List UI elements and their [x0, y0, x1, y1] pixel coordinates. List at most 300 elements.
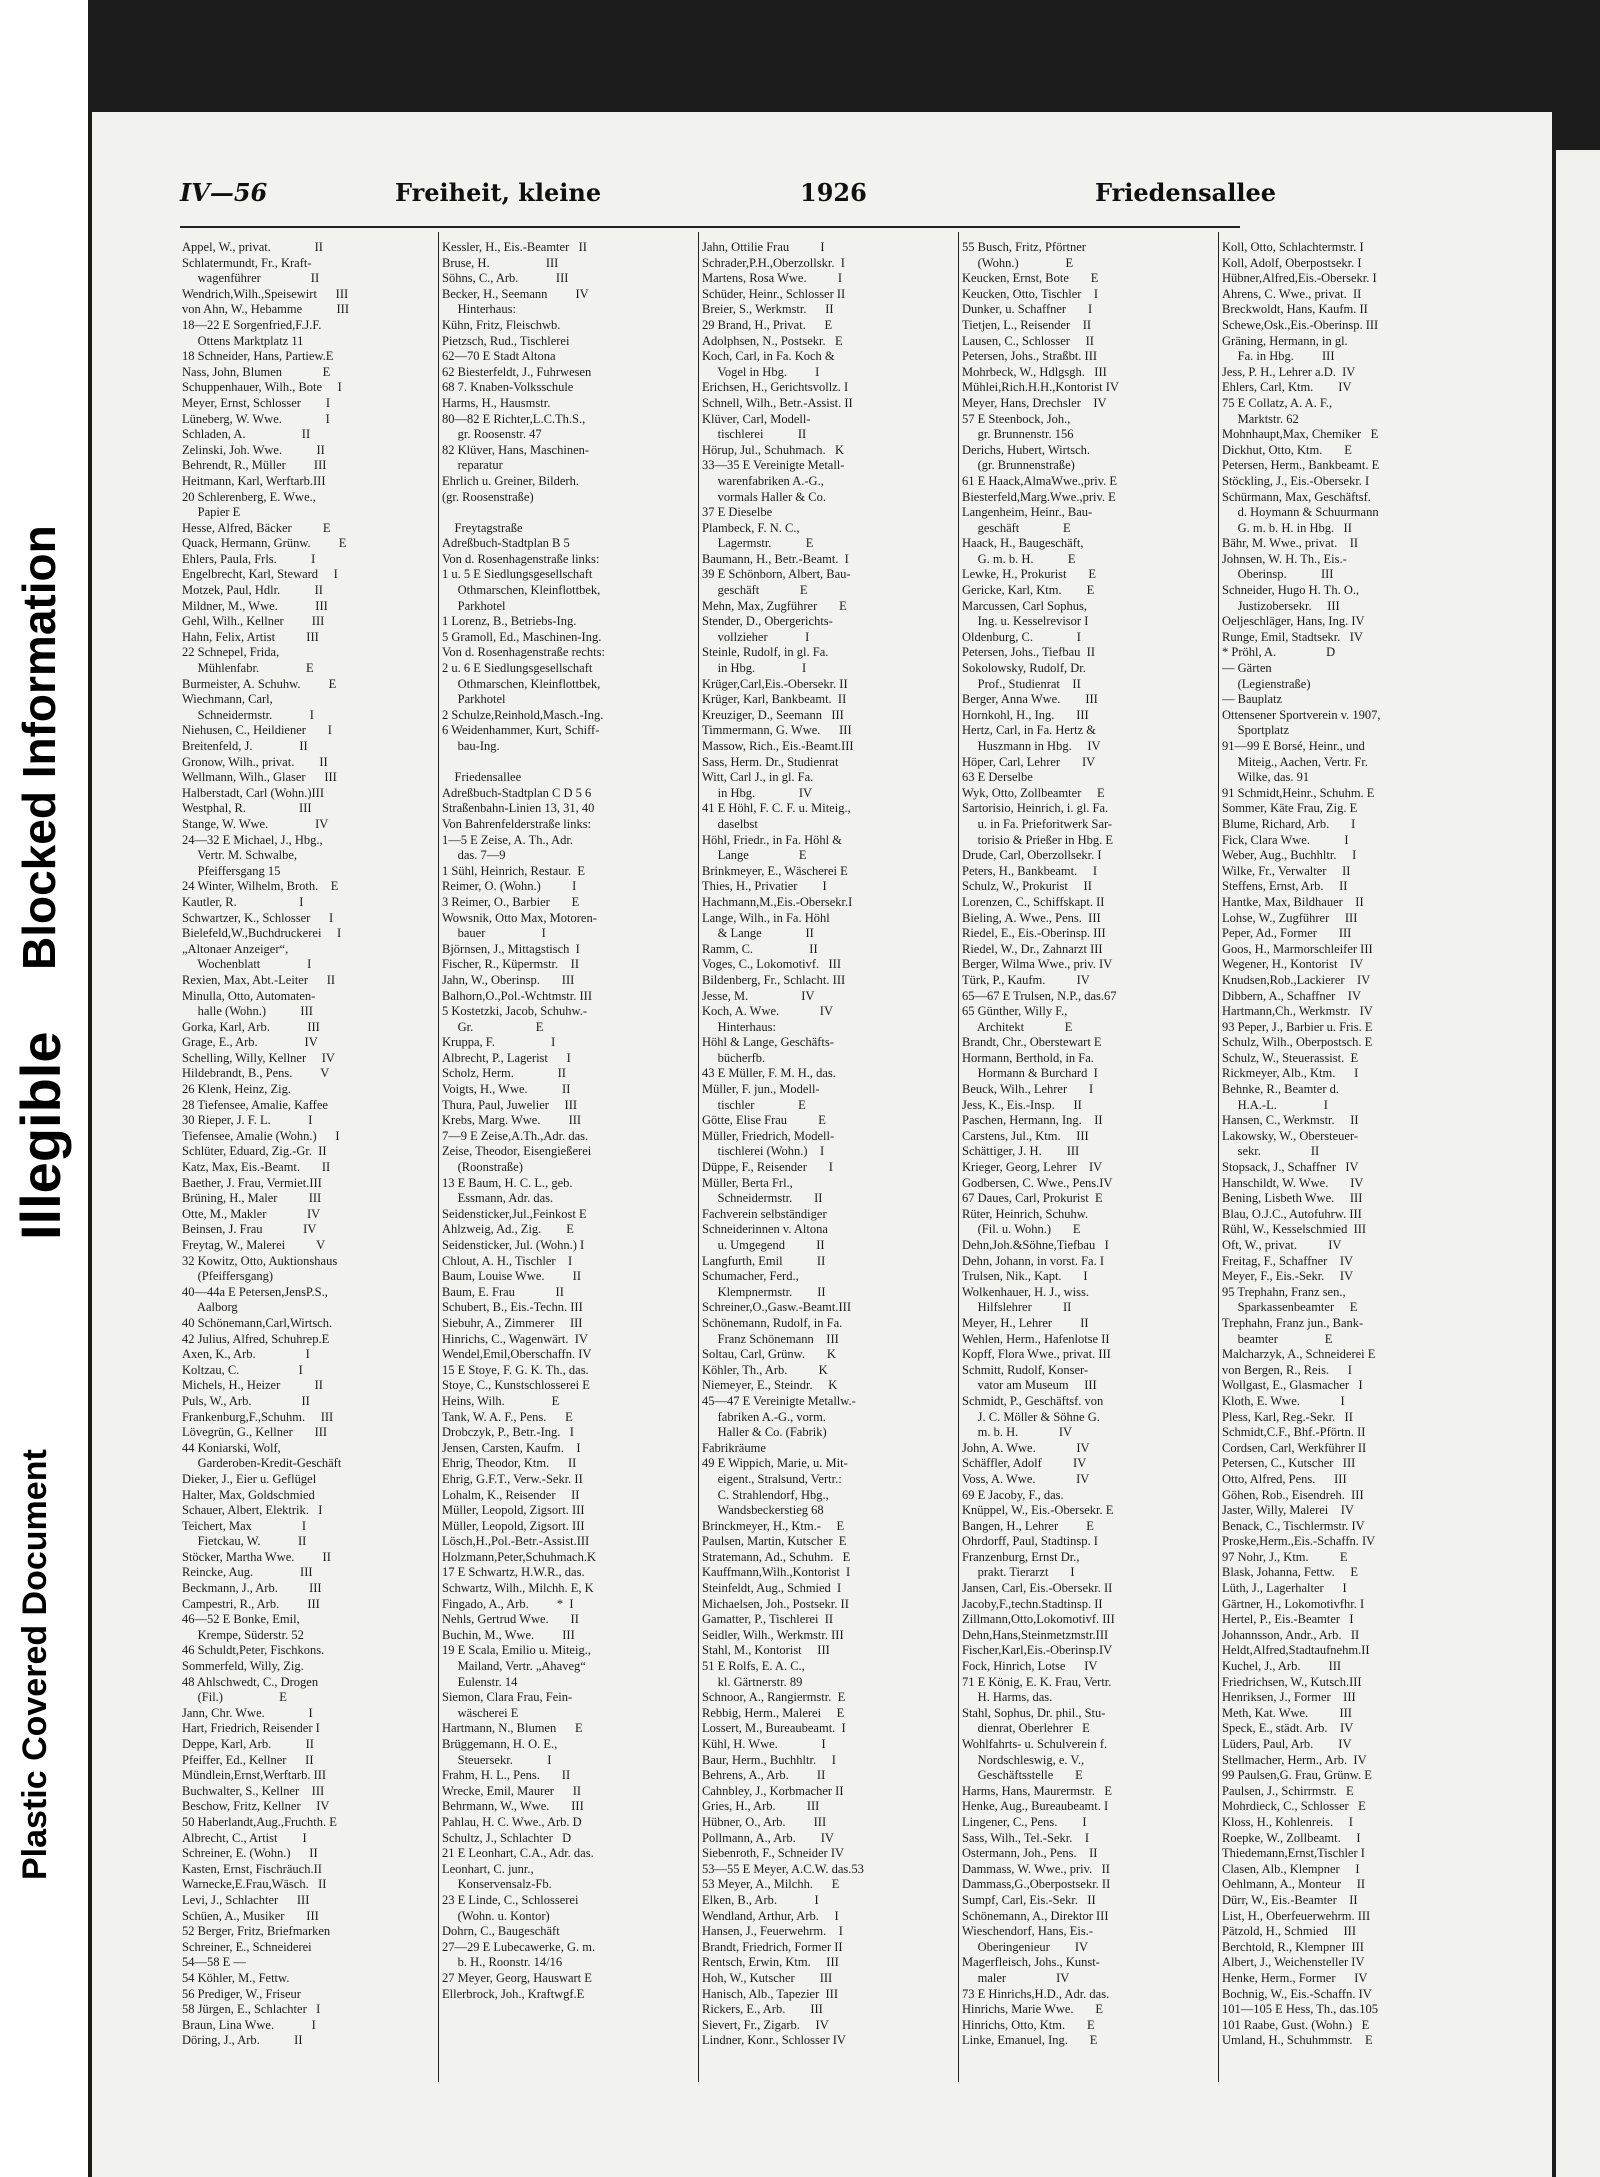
directory-entry: Beckmann, J., Arb. III: [182, 1581, 322, 1596]
directory-entry: G. m. b. H. in Hbg. II: [1222, 520, 1352, 535]
directory-entry: warenfabriken A.-G.,: [702, 473, 824, 488]
directory-entry: Knüppel, W., Eis.-Obersekr. E: [962, 1503, 1114, 1518]
directory-entry: 24—32 E Michael, J., Hbg.,: [182, 832, 323, 847]
directory-entry: bücherfb.: [702, 1050, 766, 1065]
directory-entry: 54—58 E —: [182, 1955, 246, 1970]
directory-entry: Kruppa, F. I: [442, 1035, 556, 1050]
directory-entry: Adreßbuch-Stadtplan C D 5 6: [442, 785, 592, 800]
directory-entry: Sparkassenbeamter E: [1222, 1300, 1358, 1315]
directory-entry: Eulenstr. 14: [442, 1674, 518, 1689]
directory-entry: 52 Berger, Fritz, Briefmarken: [182, 1924, 331, 1939]
directory-entry: Witt, Carl J., in gl. Fa.: [702, 770, 814, 785]
directory-entry: 20 Schlerenberg, E. Wwe.,: [182, 489, 316, 504]
directory-entry: Koch, Carl, in Fa. Koch &: [702, 349, 835, 364]
directory-entry: 2 Schulze,Reinhold,Masch.-Ing.: [442, 707, 604, 722]
directory-entry: Ehlers, Paula, Frls. I: [182, 551, 316, 566]
directory-entry: Hinrichs, Marie Wwe. E: [962, 2002, 1104, 2017]
directory-entry: 73 E Hinrichs,H.D., Adr. das.: [962, 1986, 1110, 2001]
directory-entry: Gronow, Wilh., privat. II: [182, 754, 328, 769]
directory-entry: — Gärten: [1222, 661, 1272, 676]
directory-entry: 53—55 E Meyer, A.C.W. das.53: [702, 1861, 864, 1876]
directory-entry: Steffens, Ernst, Arb. II: [1222, 879, 1348, 894]
directory-entry: Tank, W. A. F., Pens. E: [442, 1409, 573, 1424]
directory-entry: Schauer, Albert, Elektrik. I: [182, 1503, 323, 1518]
directory-entry: (Legienstraße): [1222, 676, 1311, 691]
directory-entry: Oft, W., privat. IV: [1222, 1238, 1342, 1252]
directory-entry: Minulla, Otto, Automaten-: [182, 988, 316, 1003]
directory-entry: Zelinski, Joh. Wwe. II: [182, 442, 325, 457]
directory-entry: Wrecke, Emil, Maurer II: [442, 1783, 582, 1798]
directory-entry: Lossert, M., Bureaubeamt. I: [702, 1721, 846, 1736]
directory-entry: 41 E Höhl, F. C. F. u. Miteig.,: [702, 801, 851, 816]
directory-entry: Baether, J. Frau, Vermiet.III: [182, 1175, 322, 1190]
directory-entry: bau-Ing.: [442, 739, 500, 753]
directory-entry: Otte, M., Makler IV: [182, 1206, 321, 1221]
directory-entry: (gr. Roosenstraße): [442, 489, 534, 504]
directory-entry: Warnecke,E.Frau,Wäsch. II: [182, 1877, 327, 1892]
directory-entry: Henke, Herm., Former IV: [1222, 1970, 1368, 1985]
directory-entry: 24 Winter, Wilhelm, Broth. E: [182, 879, 339, 894]
directory-entry: Rebbig, Herm., Malerei E: [702, 1705, 845, 1720]
directory-entry: „Altonaer Anzeiger“,: [182, 941, 289, 956]
directory-entry: Ostermann, Joh., Pens. II: [962, 1846, 1098, 1861]
directory-entry: Halter, Max, Goldschmied: [182, 1487, 315, 1502]
directory-entry: Quack, Hermann, Grünw. E: [182, 536, 347, 551]
directory-entry: Puls, W., Arb. II: [182, 1393, 310, 1408]
directory-entry: Johnsen, W. H. Th., Eis.-: [1222, 551, 1347, 566]
directory-entry: Mühlei,Rich.H.H.,Kontorist IV: [962, 380, 1119, 395]
directory-entry: Kessler, H., Eis.-Beamter II: [442, 240, 587, 254]
directory-entry: Lösch,H.,Pol.-Betr.-Assist.III: [442, 1534, 590, 1549]
directory-entry: Hahn, Felix, Artist III: [182, 629, 319, 644]
directory-entry: Westphal, R. III: [182, 801, 312, 816]
directory-entry: 65 Günther, Willy F.,: [962, 1004, 1068, 1019]
directory-entry: Harms, Hans, Maurermstr. E: [962, 1783, 1112, 1798]
directory-entry: Engelbrecht, Karl, Steward I: [182, 567, 338, 582]
directory-entry: Lüders, Paul, Arb. IV: [1222, 1737, 1352, 1751]
directory-entry: 19 E Scala, Emilio u. Miteig.,: [442, 1643, 591, 1658]
directory-entry: Schumacher, Ferd.,: [702, 1269, 799, 1284]
directory-entry: Motzek, Paul, Hdlr. II: [182, 583, 323, 598]
directory-entry: Bähr, M. Wwe., privat. II: [1222, 536, 1359, 551]
directory-entry: Michaelsen, Joh., Postsekr. II: [702, 1596, 849, 1611]
directory-entry: (Fil. u. Wohn.) E: [962, 1222, 1081, 1237]
directory-entry: Architekt E: [962, 1019, 1073, 1034]
directory-entry: Johannsson, Andr., Arb. II: [1222, 1627, 1360, 1642]
directory-entry: Campestri, R., Arb. III: [182, 1596, 320, 1611]
directory-entry: Berchtold, R., Klempner III: [1222, 1939, 1364, 1954]
directory-entry: 1 Sühl, Heinrich, Restaur. E: [442, 863, 586, 878]
directory-entry: Ing. u. Kesselrevisor I: [962, 614, 1089, 629]
directory-entry: Cahnbley, J., Korbmacher II: [702, 1783, 844, 1798]
directory-entry: in Hbg. IV: [702, 785, 813, 800]
directory-entry: (Wohn.) E: [962, 255, 1074, 270]
directory-entry: Appel, W., privat. II: [182, 240, 323, 254]
directory-entry: Hantke, Max, Bildhauer II: [1222, 894, 1364, 909]
directory-entry: Koltzau, C. I: [182, 1362, 303, 1377]
directory-entry: Ottensener Sportverein v. 1907,: [1222, 707, 1381, 722]
directory-entry: Blau, O.J.C., Autofuhrw. III: [1222, 1206, 1362, 1221]
directory-entry: Henriksen, J., Former III: [1222, 1690, 1356, 1705]
directory-entry: Langenheim, Heinr., Bau-: [962, 505, 1093, 520]
directory-entry: 27—29 E Lubecawerke, G. m.: [442, 1939, 596, 1954]
directory-entry: 54 Köhler, M., Fettw.: [182, 1970, 290, 1985]
directory-entry: Gräning, Hermann, in gl.: [1222, 333, 1348, 348]
directory-entry: 5 Gramoll, Ed., Maschinen-Ing.: [442, 629, 602, 644]
directory-entry: Wyk, Otto, Zollbeamter E: [962, 785, 1105, 800]
directory-entry: Ramm, C. II: [702, 941, 818, 956]
directory-entry: Brüning, H., Maler III: [182, 1191, 322, 1206]
directory-entry: reparatur: [442, 458, 503, 473]
directory-entry: Lüneberg, W. Wwe. I: [182, 411, 330, 426]
directory-entry: Gärtner, H., Lokomotivfhr. I: [1222, 1596, 1365, 1611]
directory-entry: 61 E Haack,AlmaWwe.,priv. E: [962, 473, 1118, 488]
directory-entry: Oberingenieur IV: [962, 1939, 1089, 1954]
directory-entry: Godbersen, C. Wwe., Pens.IV: [962, 1175, 1113, 1190]
directory-entry: Burmeister, A. Schuhw. E: [182, 676, 337, 691]
directory-entry: Dammass, W. Wwe., priv. II: [962, 1861, 1110, 1876]
directory-entry: H. Harms, das.: [962, 1690, 1053, 1705]
directory-entry: Geschäftsstelle E: [962, 1768, 1083, 1783]
directory-entry: 95 Trephahn, Franz sen.,: [1222, 1284, 1346, 1299]
directory-entry: Müller, F. jun., Modell-: [702, 1082, 820, 1097]
directory-entry: Mohnhaupt,Max, Chemiker E: [1222, 427, 1379, 442]
directory-entry: Breckwoldt, Hans, Kaufm. II: [1222, 302, 1368, 317]
directory-entry: von Ahn, W., Hebamme III: [182, 302, 349, 317]
directory-entry: (Wohn. u. Kontor): [442, 1908, 550, 1923]
directory-entry: Papier E: [182, 505, 241, 520]
directory-entry: Baumann, H., Betr.-Beamt. I: [702, 551, 849, 566]
year: 1926: [800, 178, 867, 207]
directory-entry: Beinsen, J. Frau IV: [182, 1222, 317, 1237]
directory-entry: wäscherei E: [442, 1705, 519, 1720]
directory-entry: (Roonstraße): [442, 1160, 523, 1175]
directory-entry: Lohalm, K., Reisender II: [442, 1487, 580, 1502]
directory-entry: Hormann & Burchard I: [962, 1066, 1098, 1081]
directory-entry: Müller, Berta Frl.,: [702, 1175, 793, 1190]
directory-entry: Höhl & Lange, Geschäfts-: [702, 1035, 834, 1050]
directory-entry: Koll, Otto, Schlachtermstr. I: [1222, 240, 1364, 254]
directory-entry: Malcharzyk, A., Schneiderei E: [1222, 1347, 1376, 1362]
directory-entry: Wochenblatt I: [182, 957, 312, 972]
redaction-sidebar: [0, 0, 88, 2177]
directory-entry: Martens, Rosa Wwe. I: [702, 271, 843, 286]
directory-entry: Wendrich,Wilh.,Speisewirt III: [182, 286, 349, 301]
directory-entry: Langfurth, Emil II: [702, 1253, 826, 1268]
directory-entry: Petersen, Herm., Bankbeamt. E: [1222, 458, 1380, 473]
directory-entry: 42 Julius, Alfred, Schuhrep.E: [182, 1331, 330, 1346]
directory-entry: List, H., Oberfeuerwehrm. III: [1222, 1908, 1371, 1923]
directory-entry: Proske,Herm.,Eis.-Schaffn. IV: [1222, 1534, 1376, 1549]
directory-entry: [442, 755, 696, 771]
directory-entry: Oldenburg, C. I: [962, 629, 1081, 644]
directory-entry: H.A.-L. I: [1222, 1097, 1328, 1112]
directory-entry: 43 E Müller, F. M. H., das.: [702, 1066, 836, 1081]
directory-entry: Beschow, Fritz, Kellner IV: [182, 1799, 330, 1814]
directory-entry: Schulz, W., Steuerassist. E: [1222, 1050, 1359, 1065]
sidebar-label-blocked: Blocked Information: [13, 525, 65, 970]
directory-entry: Massow, Rich., Eis.-Beamt.III: [702, 739, 854, 753]
directory-entry: Rexien, Max, Abt.-Leiter II: [182, 972, 336, 987]
directory-entry: Hart, Friedrich, Reisender I: [182, 1721, 320, 1736]
directory-entry: 22 Schnepel, Frida,: [182, 645, 280, 660]
directory-entry: 65—67 E Trulsen, N.P., das.67: [962, 988, 1117, 1003]
directory-entry: Müller, Leopold, Zigsort. III: [442, 1518, 585, 1533]
directory-entry: Koch, A. Wwe. IV: [702, 1004, 833, 1019]
directory-entry: Pless, Karl, Reg.-Sekr. II: [1222, 1409, 1353, 1424]
directory-entry: halle (Wohn.) III: [182, 1004, 313, 1019]
directory-entry: Hachmann,M.,Eis.-Obersekr.I: [702, 894, 853, 909]
directory-entry: Franz Schönemann III: [702, 1331, 839, 1346]
directory-entry: (gr. Brunnenstraße): [962, 458, 1075, 473]
directory-entry: Stöcker, Martha Wwe. II: [182, 1549, 331, 1564]
directory-entry: Paulsen, J., Schirrmstr. E: [1222, 1783, 1354, 1798]
directory-entry: Schmidt,C.F., Bhf.-Pförtn. II: [1222, 1425, 1366, 1440]
directory-entry: Harms, H., Hausmstr.: [442, 395, 551, 410]
directory-entry: Berger, Wilma Wwe., priv. IV: [962, 957, 1113, 972]
directory-entry: Bangen, H., Lehrer E: [962, 1518, 1094, 1533]
directory-entry: (Pfeiffersgang): [182, 1269, 274, 1284]
directory-entry: Breier, S., Werkmstr. II: [702, 302, 834, 317]
directory-entry: Bildenberg, Fr., Schlacht. III: [702, 972, 846, 987]
directory-entry: vollzieher I: [702, 629, 810, 644]
directory-entry: Fabrikräume: [702, 1440, 766, 1455]
directory-entry: Freitag, F., Schaffner IV: [1222, 1253, 1354, 1268]
directory-entry: Jacoby,F.,techn.Stadtinsp. II: [962, 1596, 1103, 1611]
directory-entry: Sartorisio, Heinrich, i. gl. Fa.: [962, 801, 1109, 816]
directory-entry: Von Bahrenfelderstraße links:: [442, 816, 592, 831]
directory-entry: Berger, Anna Wwe. III: [962, 692, 1098, 707]
header-rule: [180, 226, 1240, 228]
directory-entry: Buchin, M., Wwe. III: [442, 1627, 575, 1642]
directory-entry: Türk, P., Kaufm. IV: [962, 972, 1090, 987]
directory-entry: Goos, H., Marmorschleifer III: [1222, 941, 1373, 956]
directory-entry: Albrecht, P., Lagerist I: [442, 1050, 571, 1065]
directory-entry: Rickers, E., Arb. III: [702, 2002, 823, 2017]
directory-entry: Carstens, Jul., Ktm. III: [962, 1128, 1089, 1143]
directory-entry: Meyer, Hans, Drechsler IV: [962, 395, 1107, 410]
directory-entry: 56 Prediger, W., Friseur: [182, 1986, 301, 2001]
directory-entry: Parkhotel: [442, 692, 506, 707]
directory-entry: Krüger,Carl,Eis.-Obersekr. II: [702, 676, 848, 691]
directory-entry: Schwartzer, K., Schlosser I: [182, 910, 334, 925]
directory-entry: Braun, Lina Wwe. I: [182, 2017, 316, 2032]
directory-entry: Schlatermundt, Fr., Kraft-: [182, 255, 312, 270]
directory-entry: Von d. Rosenhagenstraße rechts:: [442, 645, 605, 660]
directory-entry: Schneider, Hugo H. Th. O.,: [1222, 583, 1360, 598]
directory-entry: Huszmann in Hbg. IV: [962, 739, 1101, 753]
directory-entry: Jaster, Willy, Malerei IV: [1222, 1503, 1354, 1518]
directory-entry: Miteig., Aachen, Vertr. Fr.: [1222, 754, 1368, 769]
directory-entry: Lingener, C., Pens. I: [962, 1814, 1087, 1829]
directory-entry: 32 Kowitz, Otto, Auktionshaus: [182, 1253, 338, 1268]
directory-entry: Steinle, Rudolf, in gl. Fa.: [702, 645, 829, 660]
directory-entry: Paschen, Hermann, Ing. II: [962, 1113, 1103, 1128]
directory-entry: geschäft E: [702, 583, 808, 598]
directory-entry: 2 u. 6 E Siedlungsgesellschaft: [442, 661, 593, 676]
directory-entry: Bening, Lisbeth Wwe. III: [1222, 1191, 1363, 1206]
directory-entry: Oberinsp. III: [1222, 567, 1334, 582]
directory-entry: Gries, H., Arb. III: [702, 1799, 820, 1814]
directory-entry: Schreiner,O.,Gasw.-Beamt.III: [702, 1300, 851, 1315]
directory-entry: Dohrn, C., Baugeschäft: [442, 1924, 560, 1939]
directory-entry: Meyer, H., Lehrer II: [962, 1315, 1089, 1330]
directory-entry: Schlüter, Eduard, Zig.-Gr. II: [182, 1144, 327, 1159]
directory-entry: Schüder, Heinr., Schlosser II: [702, 286, 846, 301]
directory-entry: Höper, Carl, Lehrer IV: [962, 754, 1096, 769]
directory-entry: Schneidermstr. I: [182, 707, 314, 722]
directory-entry: Kloth, E. Wwe. I: [1222, 1393, 1345, 1408]
directory-entry: Schönemann, Rudolf, in Fa.: [702, 1315, 843, 1330]
directory-entry: Kuchel, J., Arb. III: [1222, 1659, 1342, 1674]
directory-entry: Jess, K., Eis.-Insp. II: [962, 1097, 1082, 1112]
directory-entry: 91—99 E Borsé, Heinr., und: [1222, 739, 1365, 753]
directory-entry: Rüter, Heinrich, Schuhw.: [962, 1206, 1089, 1221]
directory-entry: Franzenburg, Ernst Dr.,: [962, 1549, 1080, 1564]
directory-entry: 46—52 E Bonke, Emil,: [182, 1612, 300, 1627]
directory-entry: Friedrichsen, W., Kutsch.III: [1222, 1674, 1362, 1689]
directory-entry: Lorenzen, C., Schiffskapt. II: [962, 894, 1105, 909]
directory-entry: 6 Weidenhammer, Kurt, Schiff-: [442, 723, 600, 738]
directory-entry: Sommerfeld, Willy, Zig.: [182, 1659, 304, 1674]
directory-entry: 55 Busch, Fritz, Pförtner: [962, 240, 1086, 254]
directory-entry: Konservensalz-Fb.: [442, 1877, 552, 1892]
directory-entry: 48 Ahlschwedt, C., Drogen: [182, 1674, 319, 1689]
directory-entry: Heitmann, Karl, Werftarb.III: [182, 473, 326, 488]
directory-entry: Stöckling, J., Eis.-Obersekr. I: [1222, 473, 1370, 488]
directory-entry: 97 Nohr, J., Ktm. E: [1222, 1549, 1348, 1564]
directory-column-3: [702, 240, 956, 2080]
directory-entry: Riedel, E., Eis.-Oberinsp. III: [962, 926, 1106, 941]
directory-entry: Hübner,Alfred,Eis.-Obersekr. I: [1222, 271, 1377, 286]
directory-entry: Krempe, Süderstr. 52: [182, 1627, 304, 1642]
directory-entry: Schewe,Osk.,Eis.-Oberinsp. III: [1222, 317, 1379, 332]
directory-entry: Hornkohl, H., Ing. III: [962, 707, 1089, 722]
directory-entry: Fock, Hinrich, Lotse IV: [962, 1659, 1098, 1674]
directory-entry: Schreiner, E. (Wohn.) II: [182, 1846, 318, 1861]
directory-entry: Hinterhaus:: [442, 302, 516, 317]
column-divider: [698, 232, 699, 2082]
directory-entry: Tiefensee, Amalie (Wohn.) I: [182, 1128, 340, 1143]
directory-entry: Teichert, Max I: [182, 1518, 307, 1533]
directory-entry: Seidler, Wilh., Werkmstr. III: [702, 1627, 844, 1642]
directory-entry: Linke, Emanuel, Ing. E: [962, 2033, 1098, 2048]
directory-entry: Sievert, Fr., Zigarb. IV: [702, 2017, 829, 2032]
page-header: [180, 178, 1276, 218]
directory-entry: Mailand, Vertr. „Ahaveg“: [442, 1659, 586, 1674]
directory-entry: Ehrig, Theodor, Ktm. II: [442, 1456, 577, 1471]
directory-entry: Vertr. M. Schwalbe,: [182, 848, 298, 863]
directory-entry: Michels, H., Heizer II: [182, 1378, 323, 1393]
directory-entry: Ahlzweig, Ad., Zig. E: [442, 1222, 574, 1237]
next-page-edge: [1556, 150, 1600, 2177]
directory-entry: Wollgast, E., Glasmacher I: [1222, 1378, 1363, 1393]
directory-entry: Hertz, Carl, in Fa. Hertz &: [962, 723, 1096, 738]
directory-entry: Von d. Rosenhagenstraße links:: [442, 551, 600, 566]
directory-entry: 44 Koniarski, Wolf,: [182, 1440, 281, 1455]
directory-entry: 18 Schneider, Hans, Partiew.E: [182, 349, 334, 364]
directory-entry: Wolkenhauer, H. J., wiss.: [962, 1284, 1089, 1299]
directory-entry: Othmarschen, Kleinflottbek,: [442, 583, 601, 598]
directory-entry: Niehusen, C., Heildiener I: [182, 723, 332, 738]
directory-entry: Ohrdorff, Paul, Stadtinsp. I: [962, 1534, 1098, 1549]
directory-entry: geschäft E: [962, 520, 1071, 535]
directory-entry: Meth, Kat. Wwe. III: [1222, 1705, 1352, 1720]
directory-entry: Jahn, Ottilie Frau I: [702, 240, 825, 254]
directory-entry: Mohrbeck, W., Hdlgsgh. III: [962, 364, 1107, 379]
directory-entry: 27 Meyer, Georg, Hauswart E: [442, 1970, 592, 1985]
directory-entry: Krieger, Georg, Lehrer IV: [962, 1160, 1103, 1175]
directory-entry: Hanisch, Alb., Tapezier III: [702, 1986, 838, 2001]
directory-entry: Zillmann,Otto,Lokomotivf. III: [962, 1612, 1115, 1627]
directory-entry: Aalborg: [182, 1300, 238, 1315]
directory-entry: Bieling, A. Wwe., Pens. III: [962, 910, 1101, 925]
directory-entry: Mehn, Max, Zugführer E: [702, 598, 847, 613]
directory-entry: Mündlein,Ernst,Werftarb. III: [182, 1768, 327, 1783]
directory-entry: beamter E: [1222, 1331, 1333, 1346]
directory-entry: Meyer, F., Eis.-Sekr. IV: [1222, 1269, 1354, 1284]
directory-entry: 13 E Baum, H. C. L., geb.: [442, 1175, 573, 1190]
directory-entry: kl. Gärtnerstr. 89: [702, 1674, 803, 1689]
directory-entry: Drobczyk, P., Betr.-Ing. I: [442, 1425, 574, 1440]
directory-entry: Fingado, A., Arb. * I: [442, 1596, 574, 1611]
directory-entry: Wowsnik, Otto Max, Motoren-: [442, 910, 597, 925]
directory-entry: tischlerei (Wohn.) I: [702, 1144, 825, 1159]
directory-entry: 75 E Collatz, A. A. F.,: [1222, 395, 1333, 410]
directory-entry: Wieschendorf, Hans, Eis.-: [962, 1924, 1094, 1939]
directory-entry: 40—44a E Petersen,JensP.S.,: [182, 1284, 328, 1299]
directory-entry: Pfeiffersgang 15: [182, 863, 281, 878]
directory-entry: Dieker, J., Eier u. Geflügel: [182, 1471, 317, 1486]
directory-entry: Baur, Herm., Buchhltr. I: [702, 1752, 836, 1767]
directory-entry: Stender, D., Obergerichts-: [702, 614, 833, 629]
directory-entry: Niemeyer, E., Steindr. K: [702, 1378, 838, 1393]
directory-entry: Nass, John, Blumen E: [182, 364, 331, 379]
directory-entry: 63 E Derselbe: [962, 770, 1033, 785]
directory-entry: Schulz, W., Prokurist II: [962, 879, 1092, 894]
directory-entry: in Hbg. I: [702, 661, 807, 676]
directory-entry: Pollmann, A., Arb. IV: [702, 1830, 834, 1845]
directory-entry: Hübner, O., Arb. III: [702, 1814, 827, 1829]
directory-entry: Voges, C., Lokomotivf. III: [702, 957, 841, 972]
directory-entry: Baum, E. Frau II: [442, 1284, 564, 1299]
directory-entry: 3 Reimer, O., Barbier E: [442, 894, 580, 909]
sidebar-label-plastic: Plastic Covered Document: [16, 1449, 54, 1880]
sidebar-label-illegible: Illegible: [9, 1031, 72, 1240]
directory-entry: Schürmann, Max, Geschäftsf.: [1222, 489, 1371, 504]
directory-entry: Zeise, Theodor, Eisengießerei: [442, 1144, 592, 1159]
directory-entry: 53 Meyer, A., Milchh. E: [702, 1877, 840, 1892]
directory-entry: fabriken A.-G., vorm.: [702, 1409, 826, 1424]
directory-column-1: [182, 240, 436, 2080]
directory-entry: Schneiderinnen v. Altona: [702, 1222, 828, 1237]
directory-entry: Dammass,G.,Oberpostsekr. II: [962, 1877, 1111, 1892]
directory-entry: 69 E Jacoby, F., das.: [962, 1487, 1064, 1502]
directory-entry: Biesterfeld,Marg.Wwe.,priv. E: [962, 489, 1116, 504]
directory-entry: Brinkmeyer, E., Wäscherei E: [702, 863, 848, 878]
directory-entry: Söhns, C., Arb. III: [442, 271, 569, 286]
directory-entry: Wehlen, Herm., Hafenlotse II: [962, 1331, 1110, 1346]
directory-entry: u. in Fa. Prieforitwerk Sar-: [962, 816, 1113, 831]
directory-entry: 71 E König, E. K. Frau, Vertr.: [962, 1674, 1112, 1689]
directory-entry: 1 u. 5 E Siedlungsgesellschaft: [442, 567, 593, 582]
directory-entry: 18—22 E Sorgenfried,F.J.F.: [182, 317, 322, 332]
directory-entry: Schelling, Willy, Kellner IV: [182, 1050, 335, 1065]
directory-entry: Ottens Marktplatz 11: [182, 333, 304, 348]
directory-entry: u. Umgegend II: [702, 1238, 825, 1252]
directory-entry: * Pröhl, A. D: [1222, 645, 1336, 660]
directory-entry: Fick, Clara Wwe. I: [1222, 832, 1349, 847]
